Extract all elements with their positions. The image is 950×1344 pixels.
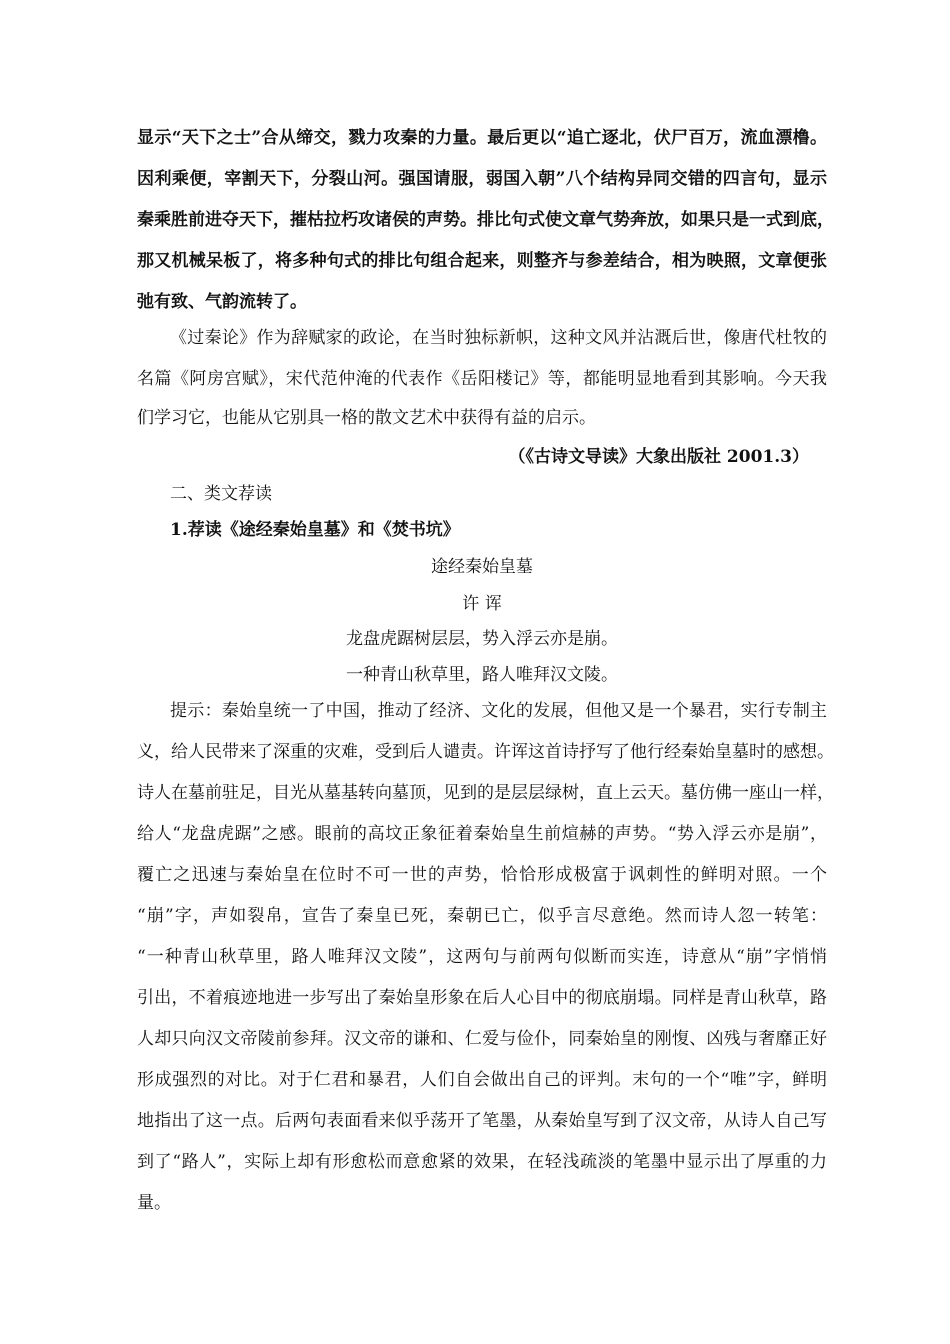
poem-line-1: 龙盘虎踞树层层，势入浮云亦是崩。 (346, 629, 618, 649)
commentary-line-8: 引出，不着痕迹地进一步写出了秦始皇形象在后人心目中的彻底崩塌。同样是青山秋草，路 (137, 988, 827, 1008)
commentary-line-1: 提示：秦始皇统一了中国，推动了经济、文化的发展，但他又是一个暴君，实行专制主 (170, 701, 827, 721)
para1-line-5: 弛有致、气韵流转了。 (137, 292, 307, 312)
commentary-line-5: 覆亡之迅速与秦始皇在位时不可一世的声势，恰恰形成极富于讽刺性的鲜明对照。一个 (137, 865, 827, 885)
commentary-line-6: “崩”字，声如裂帛，宣告了秦皇已死，秦朝已亡，似乎言尽意绝。然而诗人忽一转笔： (137, 906, 827, 926)
para1-line-4: 那又机械呆板了，将多种句式的排比句组合起来，则整齐与参差结合，相为映照，文章便张 (137, 251, 827, 271)
para2-line-2: 名篇《阿房宫赋》，宋代范仲淹的代表作《岳阳楼记》等，都能明显地看到其影响。今天我 (137, 369, 827, 389)
commentary-line-11: 地指出了这一点。后两句表面看来似乎荡开了笔墨，从秦始皇写到了汉文帝，从诗人自己写 (137, 1111, 827, 1131)
commentary-line-4: 给人“龙盘虎踞”之感。眼前的高坟正象征着秦始皇生前煊赫的声势。“势入浮云亦是崩”， (137, 824, 827, 844)
poem-author: 许 诨 (462, 594, 502, 614)
section-heading: 二、类文荐读 (170, 484, 272, 504)
commentary-line-12: 到了“路人”，实际上却有形愈松而意愈紧的效果，在轻浅疏淡的笔墨中显示出了厚重的力 (137, 1152, 827, 1172)
commentary-line-13: 量。 (137, 1193, 171, 1213)
poem-line-2: 一种青山秋草里，路人唯拜汉文陵。 (346, 665, 618, 685)
para1-line-3: 秦乘胜前进夺天下，摧枯拉朽攻诸侯的声势。排比句式使文章气势奔放，如果只是一式到底， (137, 210, 834, 230)
sub-heading: 1.荐读《途经秦始皇墓》和《焚书坑》 (170, 520, 460, 540)
para1-line-1: 显示“天下之士”合从缔交，戮力攻秦的力量。最后更以“追亡逐北，伏尸百万，流血漂橹。 (137, 128, 827, 148)
citation: （《古诗文导读》大象出版社 2001.3） (508, 447, 809, 467)
commentary-line-10: 形成强烈的对比。对于仁君和暴君，人们自会做出自己的评判。末句的一个“唯”字，鲜明 (137, 1070, 827, 1090)
commentary-line-3: 诗人在墓前驻足，目光从墓基转向墓顶，见到的是层层绿树，直上云天。墓仿佛一座山一样， (137, 783, 834, 803)
commentary-line-2: 义，给人民带来了深重的灾难，受到后人谴责。许诨这首诗抒写了他行经秦始皇墓时的感想。 (137, 742, 834, 762)
para2-line-1: 《过秦论》作为辞赋家的政论，在当时独标新帜，这种文风并沾溉后世，像唐代杜牧的 (170, 328, 827, 348)
commentary-line-7: “一种青山秋草里，路人唯拜汉文陵”，这两句与前两句似断而实连，诗意从“崩”字悄悄 (137, 947, 827, 967)
poem-title: 途经秦始皇墓 (431, 557, 533, 577)
para1-line-2: 因利乘便，宰割天下，分裂山河。强国请服，弱国入朝”八个结构异同交错的四言句，显示 (137, 169, 827, 189)
commentary-line-9: 人却只向汉文帝陵前参拜。汉文帝的谦和、仁爱与俭仆，同秦始皇的刚愎、凶残与奢靡正好 (137, 1029, 827, 1049)
para2-line-3: 们学习它，也能从它别具一格的散文艺术中获得有益的启示。 (137, 408, 596, 428)
